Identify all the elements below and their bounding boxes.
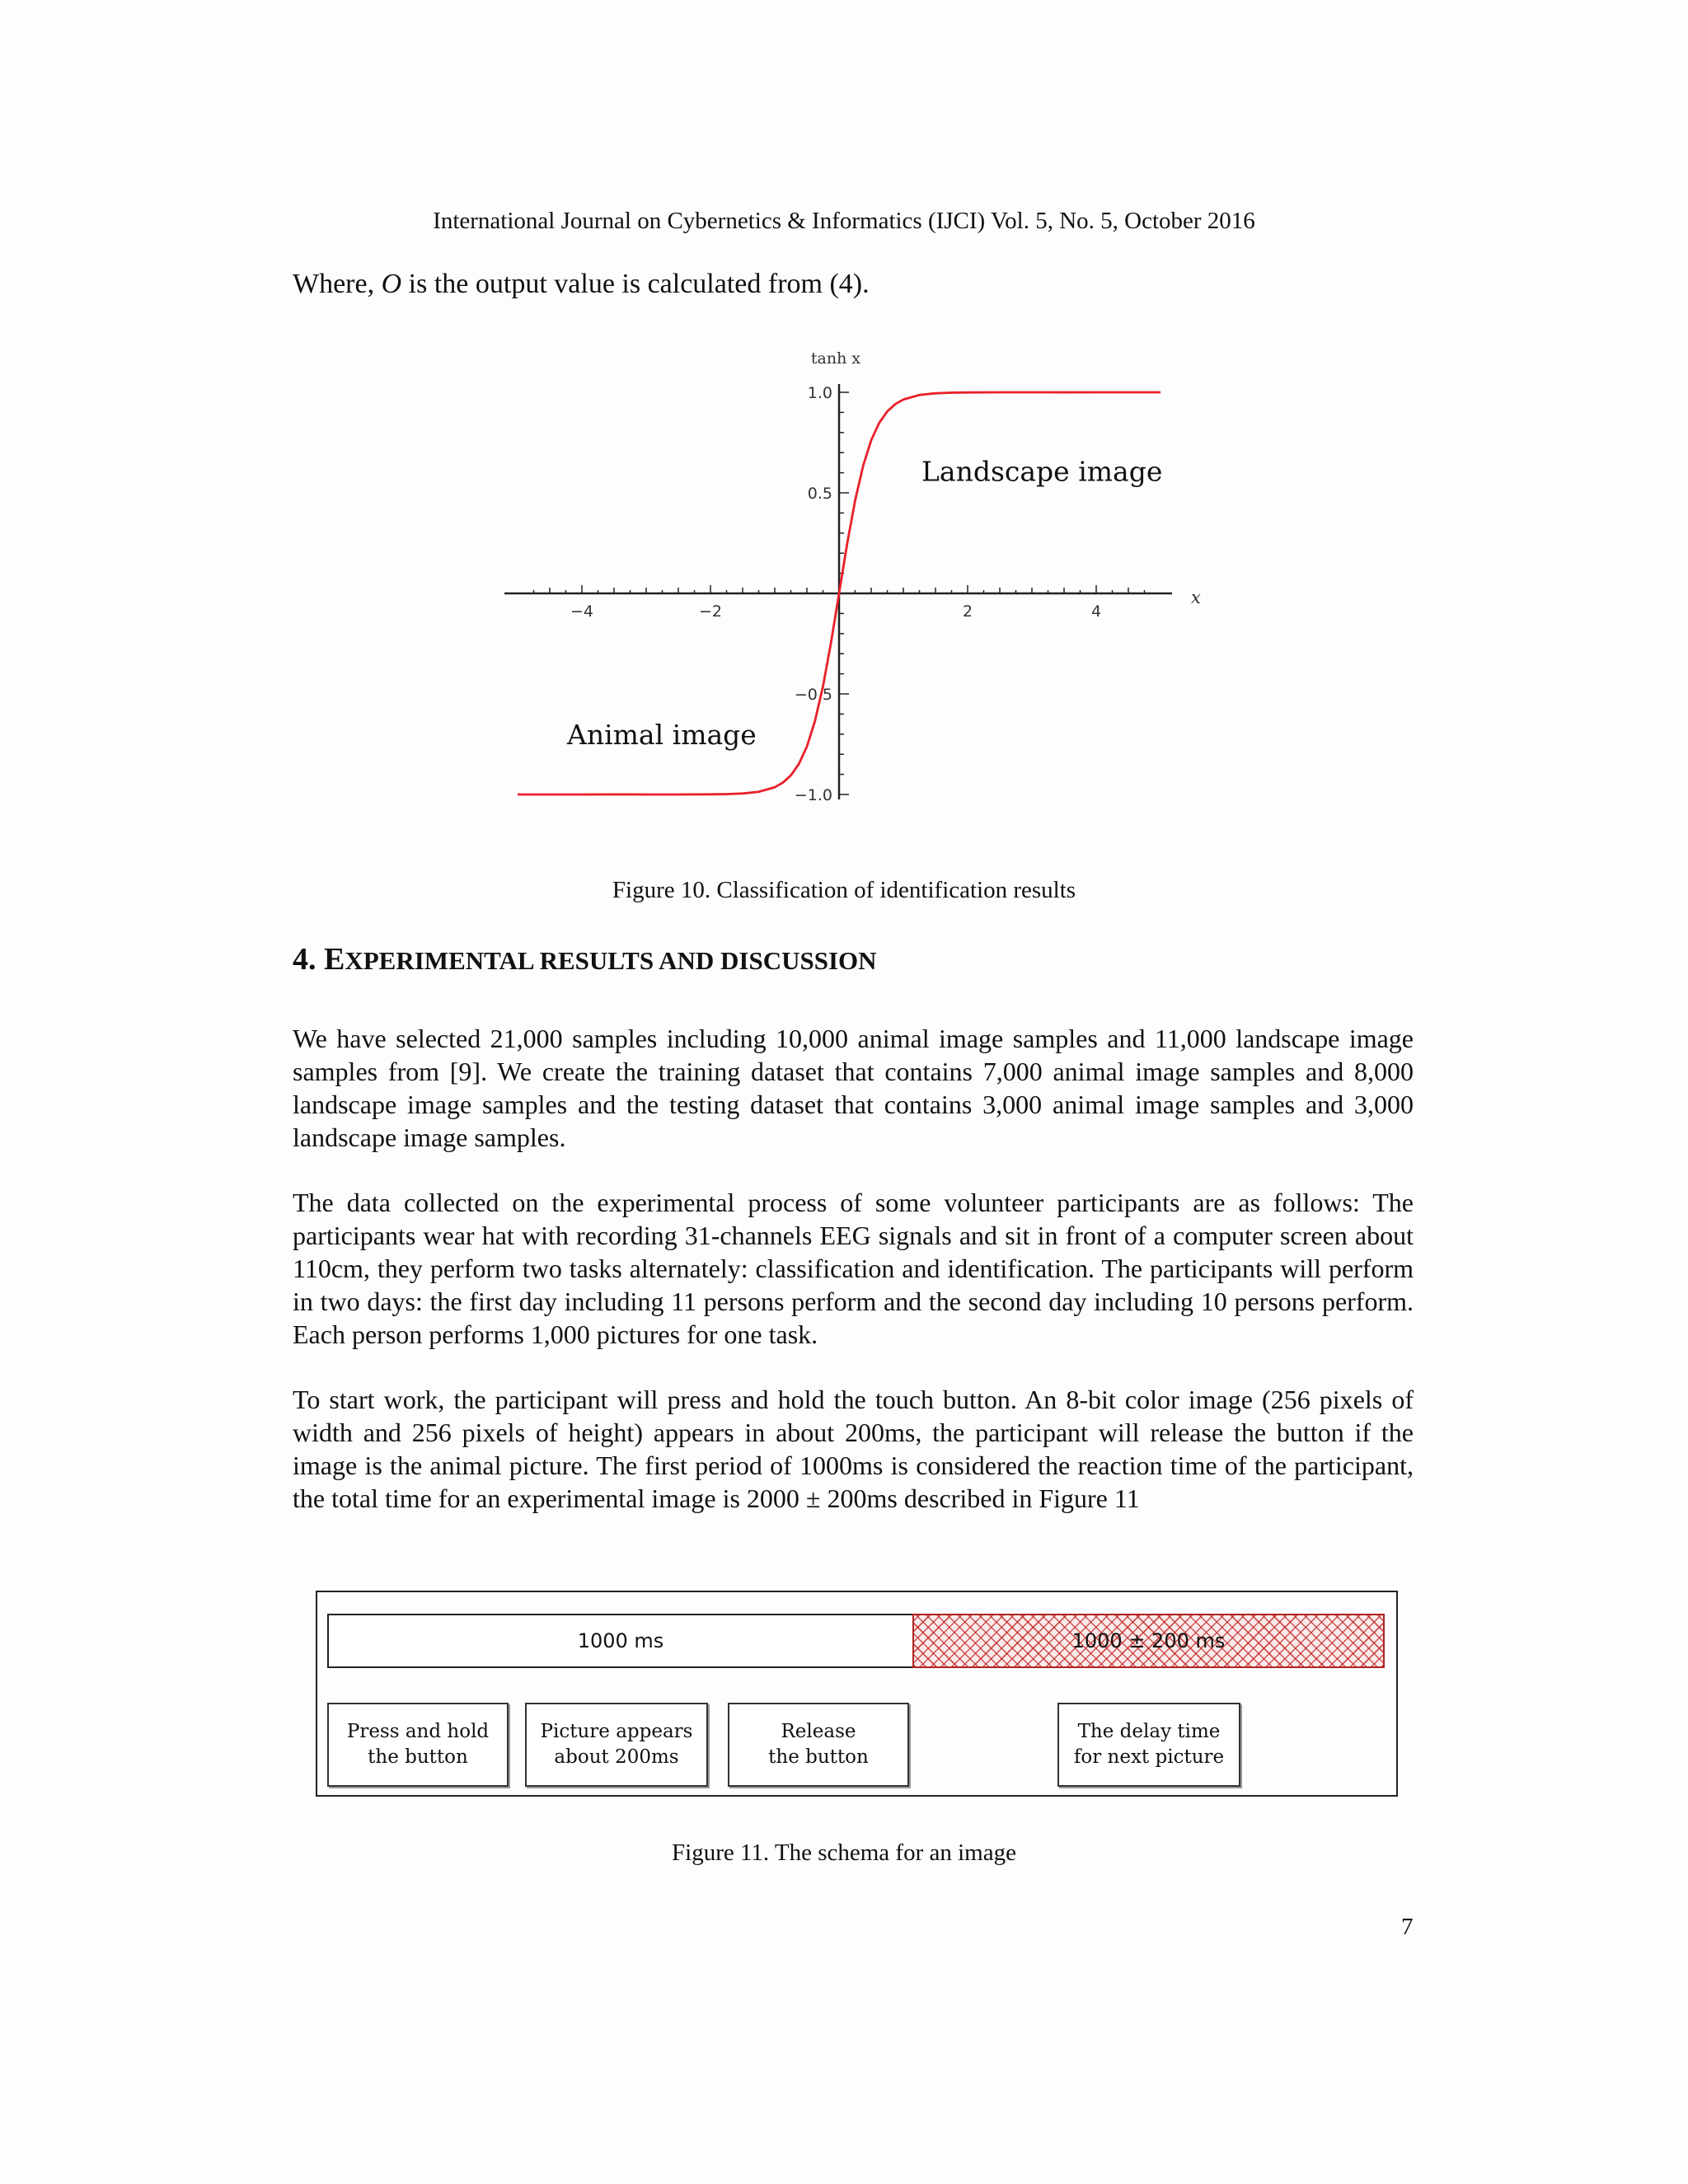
journal-header: International Journal on Cybernetics & Informatics (IJCI) Vol. 5, No. 5, October 2016 [433, 208, 1255, 234]
step-box-press [327, 1703, 509, 1787]
figure-10-caption: Figure 10. Classification of identification results [612, 877, 1076, 903]
step-delay-line2: for next picture [1073, 1746, 1225, 1768]
paragraph-samples: We have selected 21,000 samples including 10,000 animal image samples and 11,000 landscape image samples from [9]. We create the training dataset that contains 7,000 animal image samples and 8,000 landscape image samples and the testing dataset that contains 3,000 animal image samples and 3,000 landscape image samples. [293, 1024, 1414, 1152]
section-title-initial: E [324, 942, 345, 977]
timeline-reaction-period: 1000 ms [327, 1614, 914, 1668]
figure-11-schema [316, 1591, 1398, 1797]
y-tick-label: 0.5 [807, 485, 832, 503]
intro-sentence [293, 269, 870, 300]
section-heading [293, 941, 877, 977]
y-tick-label: −1.0 [794, 786, 832, 804]
step-picture-line2: about 200ms [554, 1746, 679, 1768]
step-press-line2: the button [368, 1746, 468, 1768]
intro-suffix: is the output value is calculated from (4). [401, 269, 870, 299]
paragraph-procedure: To start work, the participant will press and hold the touch button. An 8-bit color image (256 pixels of width and 256 pixels of height) appears in about 200ms, the participant will release the button if the image is the animal picture. The first period of 1000ms is considered the reaction time of the participant, the total time for an experimental image is 2000 ± 200ms described in Figure 11 [293, 1385, 1414, 1513]
step-box-release [728, 1703, 909, 1787]
step-delay-line1: The delay time [1077, 1721, 1221, 1742]
step-picture-line1: Picture appears [540, 1721, 693, 1742]
annotation-landscape: Landscape image [921, 455, 1163, 488]
step-box-delay [1057, 1703, 1240, 1787]
section-title-rest: XPERIMENTAL RESULTS AND DISCUSSION [345, 946, 877, 975]
x-tick-label: 2 [962, 602, 973, 621]
y-tick-label: 1.0 [807, 384, 832, 402]
y-tick-label: −0.5 [794, 686, 832, 704]
timeline-delay-period: 1000 ± 200 ms [912, 1614, 1385, 1668]
x-axis-label: x [1191, 588, 1201, 607]
step-release-line1: Release [781, 1721, 856, 1742]
paragraph-data-collection: The data collected on the experimental process of some volunteer participants are as follows: The participants wear hat with recording 31-channels EEG signals and sit in front of a computer screen about 110cm, they perform two tasks alternately: classification and identification. The participants will perform in two days: the first day including 11 persons perform and the second day including 10 persons perform. Each person performs 1,000 pictures for one task. [293, 1188, 1414, 1349]
intro-prefix: Where, [293, 269, 382, 299]
figure-10-chart [495, 346, 1203, 808]
annotation-animal: Animal image [567, 719, 757, 751]
intro-variable: O [381, 269, 402, 299]
step-release-line2: the button [768, 1746, 869, 1768]
x-tick-label: −4 [570, 602, 594, 621]
y-axis-label: tanh x [810, 349, 861, 368]
figure-11-caption: Figure 11. The schema for an image [672, 1840, 1016, 1866]
step-box-picture [525, 1703, 708, 1787]
x-tick-label: −2 [698, 602, 723, 621]
page-number: 7 [1401, 1914, 1414, 1940]
step-press-line1: Press and hold [346, 1721, 490, 1742]
x-tick-label: 4 [1090, 602, 1102, 621]
section-number: 4. [293, 942, 324, 977]
